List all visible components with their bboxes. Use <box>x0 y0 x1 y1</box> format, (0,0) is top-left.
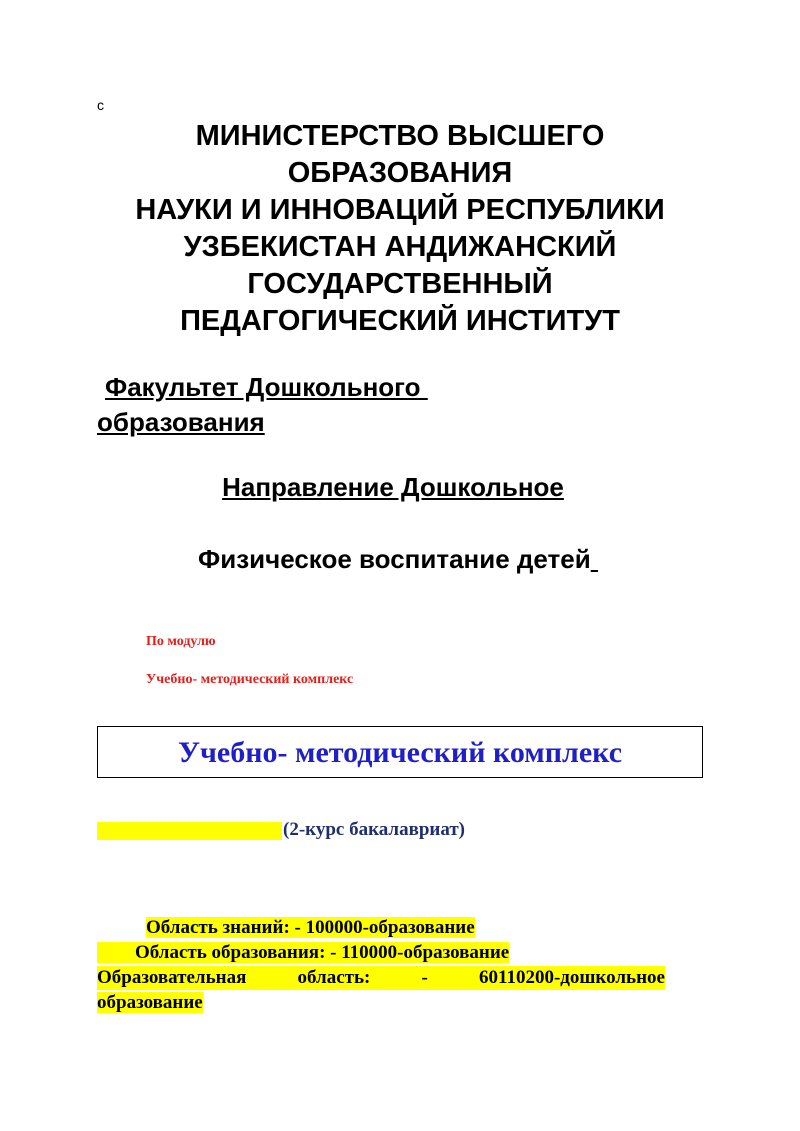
direction-text: Направление Дошкольное <box>222 472 564 502</box>
ministry-line: МИНИСТЕРСТВО ВЫСШЕГО <box>195 120 605 152</box>
educational-area-continuation-text: образование <box>97 992 203 1013</box>
ministry-line: ОБРАЗОВАНИЯ <box>287 157 513 189</box>
subject-heading <box>0 542 796 576</box>
ministry-line: ГОСУДАРСТВЕННЫЙ <box>247 268 553 300</box>
ministry-heading <box>60 118 740 340</box>
ministry-line: НАУКИ И ИННОВАЦИЙ РЕСПУБЛИКИ <box>135 194 665 226</box>
course-label: (2-курс бакалавриат) <box>283 819 466 840</box>
education-field-text: Область образования: - 110000-образование <box>97 942 509 963</box>
education-field <box>97 941 509 965</box>
faculty-line-2: образования <box>97 407 265 437</box>
knowledge-field <box>146 916 475 940</box>
module-label: По модулю <box>146 634 216 649</box>
corner-mark: с <box>97 97 104 113</box>
educational-area-row <box>97 966 665 990</box>
ministry-line: ПЕДАГОГИЧЕСКИЙ ИНСТИТУТ <box>180 305 620 337</box>
ministry-line: УЗБЕКИСТАН АНДИЖАНСКИЙ <box>183 231 617 263</box>
direction-heading <box>0 470 786 504</box>
faculty-heading <box>97 370 617 440</box>
educational-area-word: область: <box>297 967 371 988</box>
educational-area-word: Образовательная <box>97 967 247 988</box>
subject-text: Физическое воспитание детей <box>198 544 591 574</box>
highlight-bar <box>97 822 282 840</box>
educational-area-word: - <box>421 967 428 988</box>
educational-area-continuation <box>97 991 203 1015</box>
umk-title: Учебно- методический комплекс <box>178 736 623 769</box>
faculty-line-1: Факультет Дошкольного <box>105 372 428 402</box>
educational-area-word: 60110200-дошкольное <box>479 967 665 988</box>
complex-label: Учебно- методический комплекс <box>146 672 354 687</box>
knowledge-field-text: Область знаний: - 100000-образование <box>146 917 475 938</box>
